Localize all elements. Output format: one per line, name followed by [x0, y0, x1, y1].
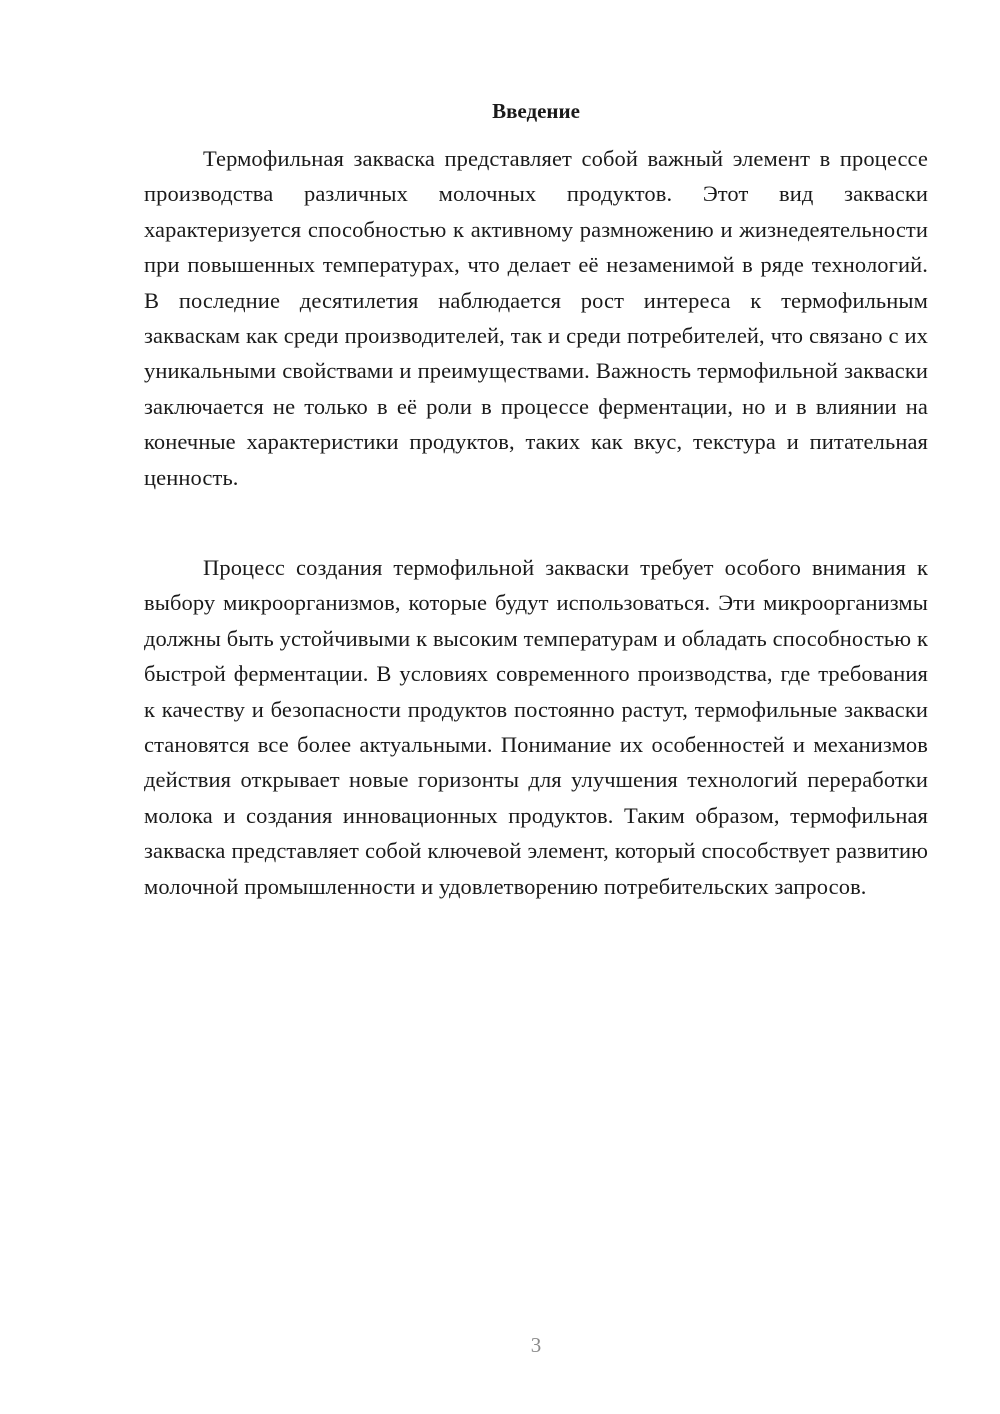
section-heading: Введение: [492, 99, 580, 123]
page-number: 3: [530, 1333, 542, 1357]
paragraph-1: Термофильная закваска представляет собой важный элемент в процессе производства различных молочных продуктов. Этот вид закваски характеризуется способностью к активному размножению и жизнедеятельности при повышенных температурах, что делает её незаменимой в ряде технологий. В последние десятилетия наблюдается рост интереса к термофильным заквaскам как среди производителей, так и среди потребителей, что связано с их уникальными свойствами и преимуществами. Важность термофильной закваски заключается не только в её роли в процессе ферментации, но и в влиянии на конечные характеристики продуктов, таких как вкус, текстура и питательная ценность.: [144, 146, 928, 490]
paragraph-2: Процесс создания термофильной закваски требует особого внимания к выбору микроорганизмов, которые будут использоваться. Эти микроорганизмы должны быть устойчивыми к высоким температурам и обладать способностью к быстрой ферментации. В условиях современного производства, где требования к качеству и безопасности продуктов постоянно растут, термофильные закваски становятся все более актуальными. Понимание их особенностей и механизмов действия открывает новые горизонты для улучшения технологий переработки молока и создания инновационных продуктов. Таким образом, термофильная закваска представляет собой ключевой элемент, который способствует развитию молочной промышленности и удовлетворению потребительских запросов.: [144, 555, 928, 899]
